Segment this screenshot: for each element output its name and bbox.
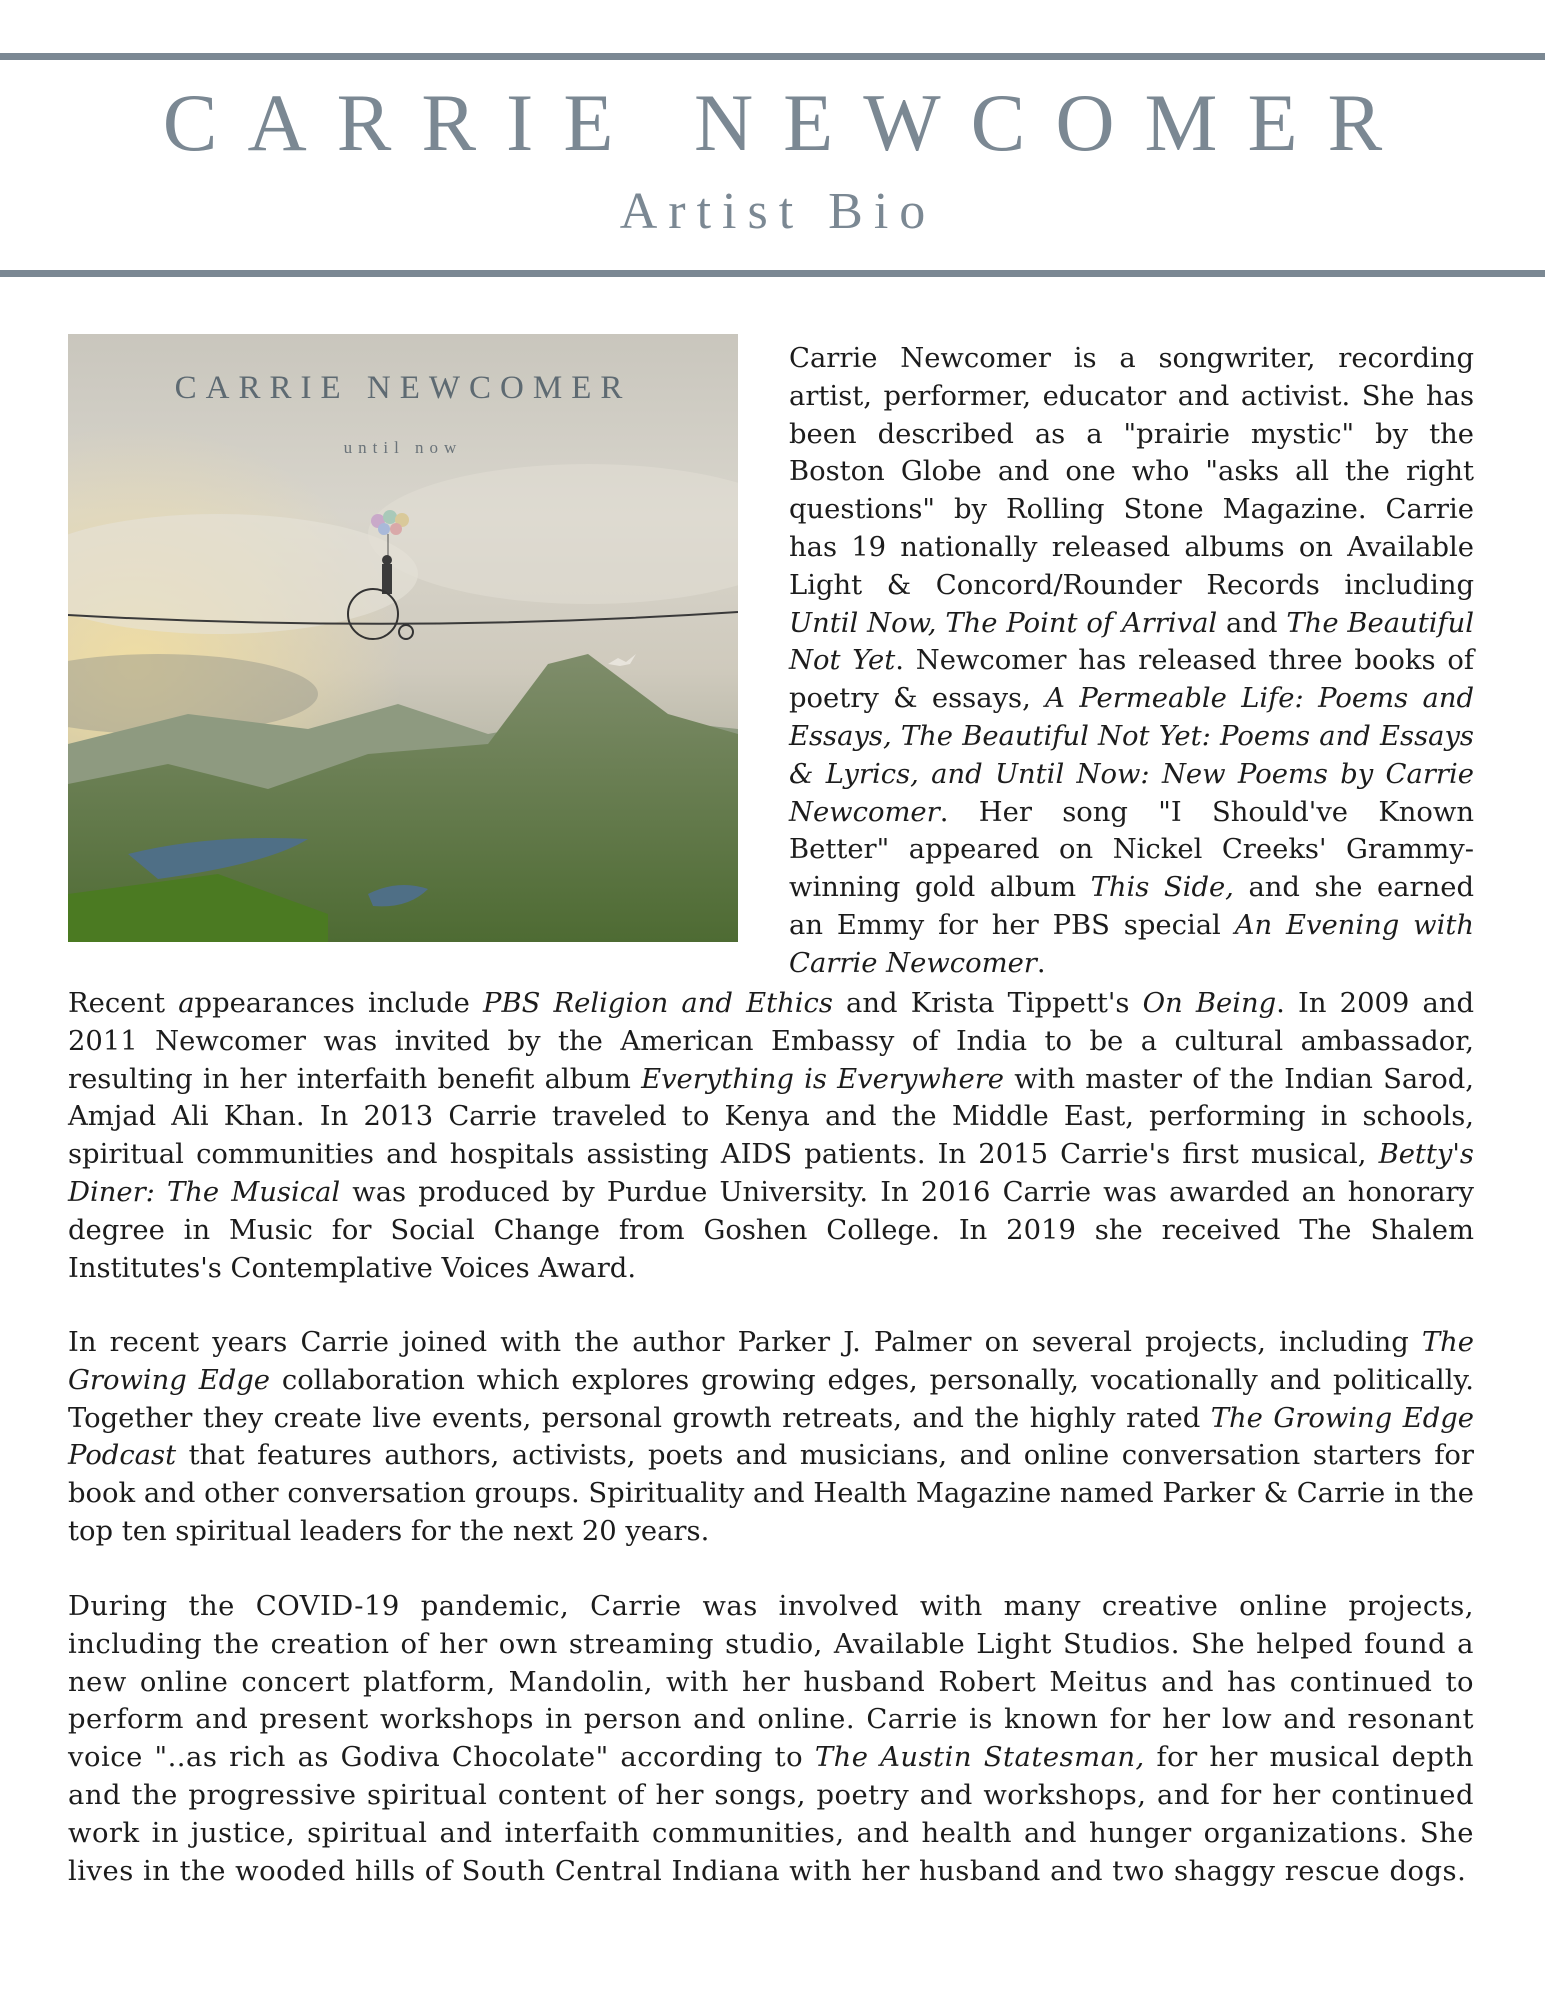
text-run: . Newcomer has released three books of poetry & essays,	[789, 645, 1474, 715]
bio-paragraph-2	[68, 985, 1474, 1287]
page-subtitle: Artist Bio	[619, 183, 937, 240]
text-run: and	[1217, 607, 1287, 639]
text-run: and she earned an Emmy for her PBS special	[789, 872, 1474, 941]
text-run: a	[178, 988, 195, 1019]
text-run: . Her song "I Should've Known Better" appeared on Nickel Creeks' Grammy-winning gold album	[789, 796, 1474, 904]
text-run: On Being	[1142, 988, 1277, 1019]
cover-artist-name: CARRIE NEWCOMER	[174, 370, 632, 406]
header-top-rule	[0, 53, 1545, 60]
text-run: that features authors, activists, poets and musicians, and online conversation starters for book and other conversation groups. Spirituality and Health Magazine named Parker & Carrie in the top ten spiritual leaders for the next 20 years.	[68, 1440, 1474, 1547]
text-run: This Side,	[1090, 872, 1234, 904]
text-run: The Beautiful Not Yet	[789, 607, 1474, 677]
text-run: PBS Religion and Ethics	[483, 988, 833, 1019]
cover-album-title: until now	[343, 438, 463, 457]
text-run: The Growing Edge	[68, 1327, 1474, 1396]
bio-paragraph-1	[789, 340, 1474, 983]
text-run: During the COVID-19 pandemic, Carrie was involved with many creative online projects, including the creation of her own streaming studio, Available Light Studios. She helped found a new online concert platform, Mandolin, with her husband Robert Meitus and has continued to perform and present workshops in person and online. Carrie is known for her low and resonant voice "..as rich as Godiva Chocolate" according to	[68, 1591, 1474, 1774]
text-run: In recent years Carrie joined with the author Parker J. Palmer on several projects, including	[68, 1327, 1422, 1358]
page-title: CARRIE NEWCOMER	[162, 77, 1413, 168]
text-run: . In 2009 and 2011 Newcomer was invited by the American Embassy of India to be a cultural ambassador, resulting in her interfaith benefit album	[68, 988, 1475, 1095]
text-run: and Krista Tippett's	[832, 988, 1143, 1019]
bio-paragraph-4	[68, 1588, 1474, 1890]
text-run: .	[1036, 947, 1046, 979]
text-run: was produced by Purdue University. In 2016 Carrie was awarded an honorary degree in Music for Social Change from Goshen College. In 2019 she received The Shalem Institutes's Contemplative Voices Award.	[68, 1176, 1474, 1284]
text-run: Carrie Newcomer is a songwriter, recording artist, performer, educator and activist. She has been described as a "prairie mystic" by the Boston Globe and one who "asks all the right questions" by Rolling Stone Magazine. Carrie has 19 nationally released albums on Available Light & Concord/Rounder Records including	[789, 343, 1474, 601]
header-bottom-rule	[0, 270, 1545, 277]
text-run: ppearances include	[194, 988, 484, 1019]
text-run: Until Now, The Point of Arrival	[789, 607, 1218, 639]
text-run: Everything is Everywhere	[641, 1063, 1005, 1095]
text-run: An Evening with Carrie Newcomer	[789, 909, 1474, 979]
text-run: A Permeable Life: Poems and Essays, The Beautiful Not Yet: Poems and Essays & Lyrics, and Until Now: New Poems by Carrie Newcomer	[789, 683, 1474, 828]
text-run: The Growing Edge Podcast	[68, 1402, 1474, 1472]
text-run: The Austin Statesman,	[814, 1742, 1145, 1774]
album-cover-art	[68, 334, 738, 942]
bio-paragraph-3	[68, 1324, 1474, 1551]
album-cover-image	[68, 334, 738, 942]
text-run: Recent	[68, 988, 179, 1019]
text-run: for her musical depth and the progressive spiritual content of her songs, poetry and workshops, and for her continued work in justice, spiritual and interfaith communities, and health and hunger organizations. She lives in the wooded hills of South Central Indiana with her husband and two shaggy rescue dogs.	[68, 1742, 1475, 1887]
text-run: collaboration which explores growing edges, personally, vocationally and politically. Together they create live events, personal growth retreats, and the highly rated	[68, 1364, 1474, 1434]
text-run: Betty's Diner: The Musical	[68, 1139, 1474, 1208]
text-run: with master of the Indian Sarod, Amjad Ali Khan. In 2013 Carrie traveled to Kenya and the Middle East, performing in schools, spiritual communities and hospitals assisting AIDS patients. In 2015 Carrie's first musical,	[68, 1063, 1474, 1171]
